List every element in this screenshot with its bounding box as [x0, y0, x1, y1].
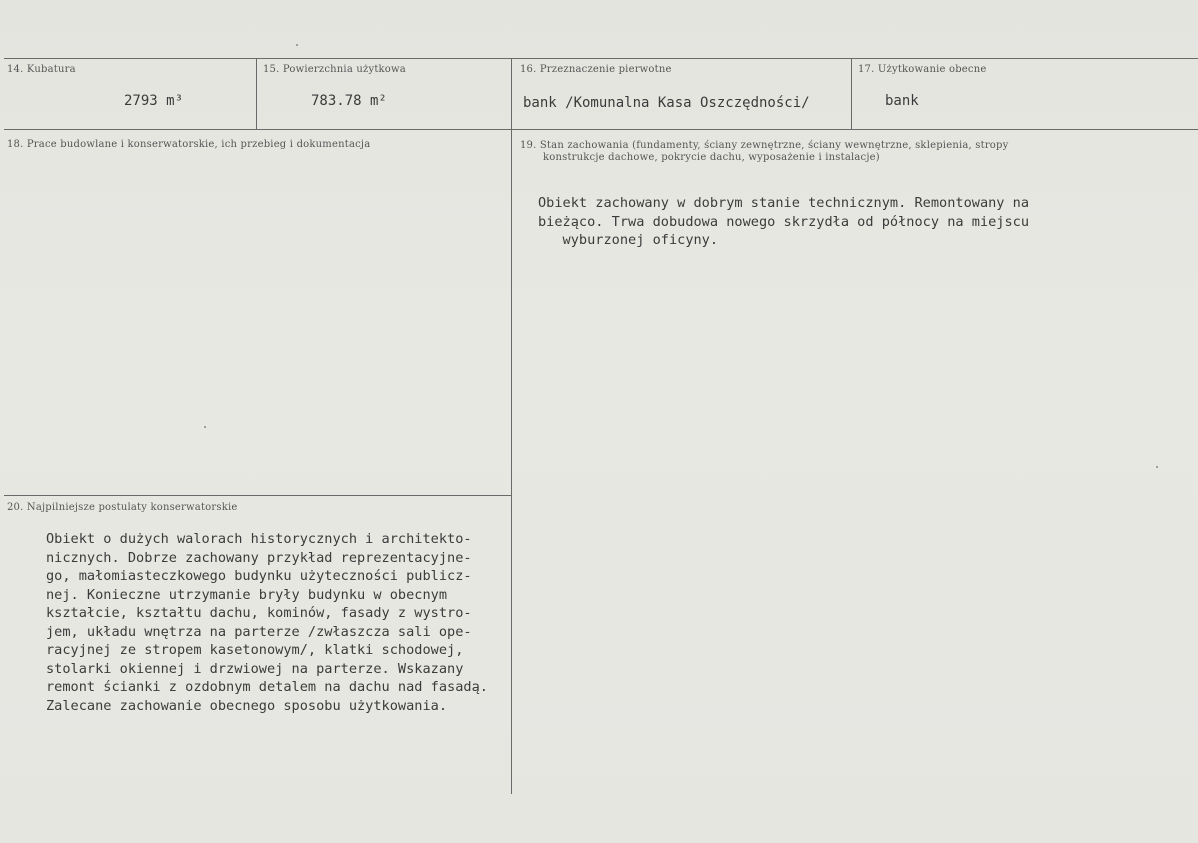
divider-15-16 [511, 58, 512, 794]
paper-speck [296, 44, 298, 46]
field-19-text: Obiekt zachowany w dobrym stanie technicznym. Remontowany na bieżąco. Trwa dobudowa nowego skrzydła od północy na miejscu wyburzonej oficyny. [538, 195, 1030, 248]
rule-row2 [4, 129, 1198, 130]
rule-section20 [4, 495, 512, 496]
field-19-label-cont: konstrukcje dachowe, pokrycie dachu, wyposażenie i instalacje) [543, 152, 880, 163]
field-15-value: 783.78 m² [311, 93, 387, 109]
field-17-value: bank [885, 93, 919, 109]
field-15-label: 15. Powierzchnia użytkowa [263, 64, 406, 75]
paper-speck [204, 426, 206, 428]
divider-14-15 [256, 58, 257, 129]
field-16-label: 16. Przeznaczenie pierwotne [520, 64, 672, 75]
field-14-value: 2793 m³ [124, 93, 184, 109]
field-14-label: 14. Kubatura [7, 64, 76, 75]
field-19-label: 19. Stan zachowania (fundamenty, ściany zewnętrzne, ściany wewnętrzne, sklepienia, stropy [520, 140, 1009, 151]
field-18-label: 18. Prace budowlane i konserwatorskie, ich przebieg i dokumentacja [7, 139, 371, 150]
paper-speck [1156, 466, 1158, 468]
divider-16-17 [851, 58, 852, 129]
field-20-text: Obiekt o dużych walorach historycznych i architekto- nicznych. Dobrze zachowany przykład reprezentacyjne- go, małomiasteczkowego budynku użyteczności publicz- nej. Konieczne utrzymanie bryły budynku w obecnym kształcie, kształtu dachu, kominów, fasady z wystro- jem, układu wnętrza na parterze /zwłaszcza sali ope- racyjnej ze stropem kasetonowym/, klatki schodowej, stolarki okiennej i drzwiowej na parterze. Wskazany remont ścianki z ozdobnym detalem na dachu nad fasadą. Zalecane zachowanie obecnego sposobu użytkowania. [46, 531, 488, 714]
field-16-value: bank /Komunalna Kasa Oszczędności/ [523, 95, 810, 111]
field-20-label: 20. Najpilniejsze postulaty konserwatorskie [7, 502, 238, 513]
field-17-label: 17. Użytkowanie obecne [858, 64, 987, 75]
rule-top [4, 58, 1198, 59]
